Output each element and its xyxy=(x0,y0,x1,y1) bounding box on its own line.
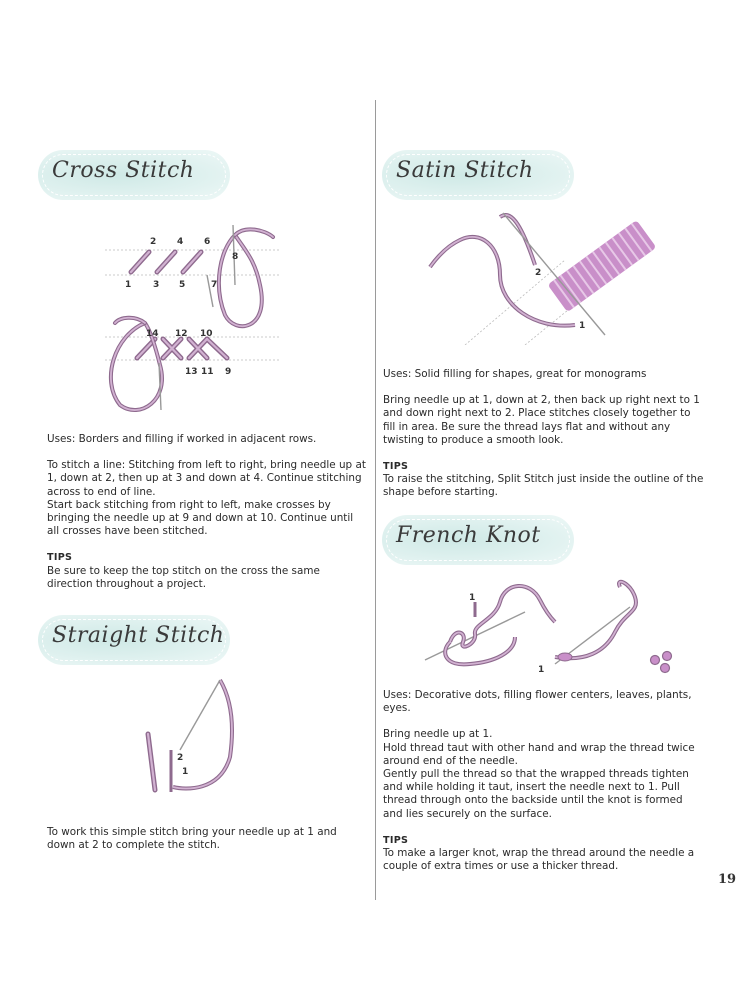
cross-stitch-tips-label: TIPS xyxy=(47,552,73,564)
cross-stitch-tips: Be sure to keep the top stitch on the cross the same direction throughout a project. xyxy=(47,564,320,590)
straight-num-1: 1 xyxy=(182,767,189,777)
page-number: 19 xyxy=(718,872,737,887)
cross-num-2: 2 xyxy=(150,237,157,247)
french-knot-text xyxy=(383,689,705,873)
cross-num-7: 7 xyxy=(211,280,218,290)
satin-stitch-tips-label: TIPS xyxy=(383,461,409,473)
french-knot-line1: Bring needle up at 1. xyxy=(383,728,493,741)
cross-num-1: 1 xyxy=(125,280,132,290)
straight-stitch-body: To work this simple stitch bring your needle up at 1 and down at 2 to complete the stitch. xyxy=(47,826,337,852)
satin-num-1: 1 xyxy=(579,321,586,331)
cross-stitch-uses: Uses: Borders and filling if worked in adjacent rows. xyxy=(47,433,317,445)
cross-num-14: 14 xyxy=(146,329,159,339)
french-knot-title: French Knot xyxy=(396,523,541,548)
cross-num-8: 8 xyxy=(232,252,239,262)
french-knot-banner xyxy=(382,515,574,565)
cross-num-13: 13 xyxy=(185,367,198,377)
cross-stitch-diagram xyxy=(95,215,295,415)
column-divider xyxy=(375,100,376,900)
cross-num-9: 9 xyxy=(225,367,232,377)
french-knot-tips: To make a larger knot, wrap the thread around the needle a couple of extra times or use a thicker thread. xyxy=(383,847,695,873)
straight-stitch-title: Straight Stitch xyxy=(52,623,225,648)
french-knot-line3: Gently pull the thread so that the wrapped threads tighten and while holding it taut, insert the needle next to 1. Pull thread through onto the backside until the knot is formed and lies securely on the surface. xyxy=(383,768,689,820)
satin-stitch-diagram xyxy=(405,205,665,345)
french-num-1-left: 1 xyxy=(469,593,476,603)
cross-stitch-para1: To stitch a line: Stitching from left to right, bring needle up at 1, down at 2, then up at 3 and down at 4. Continue stitching across to end of line. xyxy=(47,459,366,498)
straight-num-2: 2 xyxy=(177,753,184,763)
french-knot-tips-label: TIPS xyxy=(383,834,409,846)
cross-num-6: 6 xyxy=(204,237,211,247)
satin-stitch-tips: To raise the stitching, Split Stitch just inside the outline of the shape before starting. xyxy=(383,473,704,499)
satin-stitch-title: Satin Stitch xyxy=(396,158,534,183)
french-knot-line2: Hold thread taut with other hand and wrap the thread twice around end of the needle. xyxy=(383,741,695,767)
french-knot-diagram xyxy=(415,572,685,682)
satin-stitch-body: Bring needle up at 1, down at 2, then back up right next to 1 and down right next to 2. Place stitches closely together to fill in area. Be sure the thread lays flat and without any twisting to produce a smooth look. xyxy=(383,394,700,446)
cross-num-5: 5 xyxy=(179,280,186,290)
straight-stitch-diagram xyxy=(135,672,255,802)
straight-stitch-banner xyxy=(38,615,230,665)
french-num-1-right: 1 xyxy=(538,665,545,675)
cross-stitch-para2: Start back stitching from right to left, make crosses by bringing the needle up at 9 and down at 10. Continue until all crosses have been stitched. xyxy=(47,498,354,538)
cross-num-4: 4 xyxy=(177,237,184,247)
straight-stitch-text xyxy=(47,826,367,852)
cross-num-3: 3 xyxy=(153,280,160,290)
satin-stitch-banner xyxy=(382,150,574,200)
satin-num-2: 2 xyxy=(535,268,542,278)
satin-stitch-uses: Uses: Solid filling for shapes, great for monograms xyxy=(383,368,647,380)
cross-stitch-banner xyxy=(38,150,230,200)
satin-stitch-text xyxy=(383,368,705,500)
cross-num-12: 12 xyxy=(175,329,188,339)
cross-num-10: 10 xyxy=(200,329,213,339)
cross-stitch-title: Cross Stitch xyxy=(52,158,195,183)
cross-num-11: 11 xyxy=(201,367,214,377)
cross-stitch-text xyxy=(47,433,367,591)
french-knot-uses: Uses: Decorative dots, filling flower centers, leaves, plants, eyes. xyxy=(383,689,692,715)
